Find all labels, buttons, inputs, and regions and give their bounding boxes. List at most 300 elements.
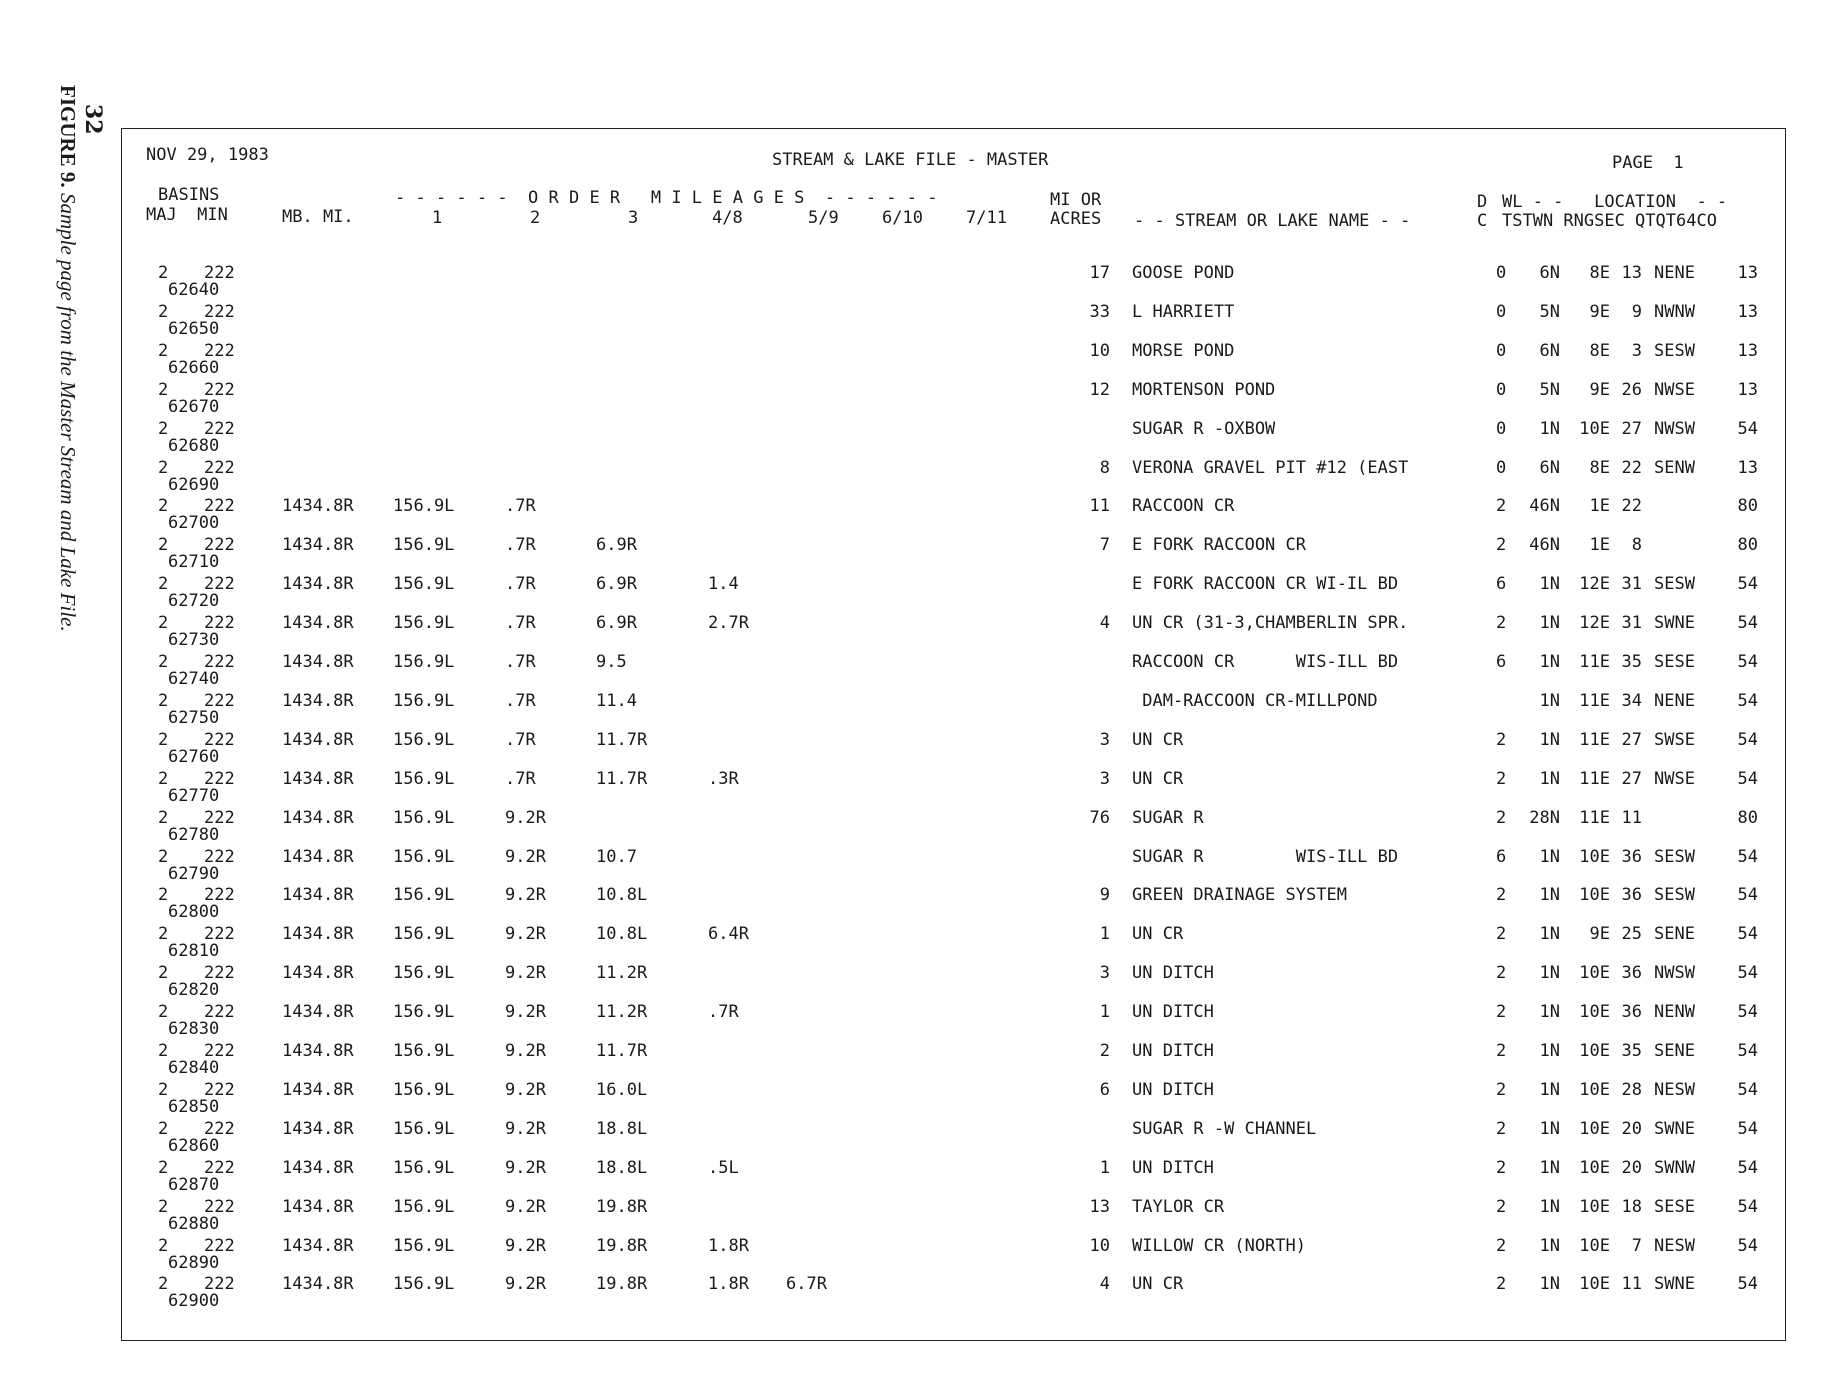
order-3-mileage: 9.5: [596, 652, 627, 672]
mb-mileage: 1434.8R: [282, 574, 354, 595]
county: 54: [1737, 846, 1758, 867]
order-1-mileage: 156.9L: [393, 496, 455, 517]
report-page: PAGE 1: [1612, 153, 1684, 173]
section: 34: [1621, 690, 1642, 711]
dc-code: 2: [1496, 496, 1507, 517]
order-2-mileage: 9.2R: [505, 1118, 546, 1139]
order-2-mileage: 9.2R: [505, 846, 546, 867]
basin-minor: 222: [204, 690, 235, 711]
header-acres: ACRES: [1050, 209, 1102, 229]
basin-minor: 222: [204, 885, 235, 906]
county: 13: [1737, 457, 1758, 478]
range: 8E: [1589, 263, 1610, 283]
township: 28N: [1529, 807, 1560, 828]
township: 1N: [1539, 1157, 1560, 1178]
township: 6N: [1539, 340, 1560, 361]
range: 10E: [1579, 963, 1610, 984]
order-48-mileage: .5L: [708, 1157, 739, 1178]
basin-minor: 222: [204, 340, 235, 361]
county: 54: [1737, 1002, 1758, 1023]
acres: 3: [1099, 729, 1110, 750]
header-basins: BASINS: [158, 185, 220, 205]
order-1-mileage: 156.9L: [393, 963, 455, 984]
order-1-mileage: 156.9L: [393, 613, 455, 634]
county: 54: [1737, 885, 1758, 906]
quarter-quarter: SESW: [1654, 846, 1695, 867]
range: 11E: [1579, 807, 1610, 828]
basin-minor: 222: [204, 301, 235, 322]
section: 36: [1621, 963, 1642, 984]
acres: 1: [1099, 1157, 1110, 1178]
basin-code: 62680: [168, 435, 220, 456]
basin-code: 62820: [168, 980, 220, 1001]
acres: 12: [1089, 379, 1110, 400]
section: 3: [1631, 340, 1642, 361]
basin-minor: 222: [204, 963, 235, 984]
county: 13: [1737, 263, 1758, 283]
stream-or-lake-name: E FORK RACCOON CR: [1132, 535, 1306, 556]
order-1-mileage: 156.9L: [393, 768, 455, 789]
basin-major: 2: [158, 924, 169, 945]
basin-minor: 222: [204, 652, 235, 672]
stream-or-lake-name: E FORK RACCOON CR WI-IL BD: [1132, 574, 1399, 595]
order-1-mileage: 156.9L: [393, 729, 455, 750]
section: 25: [1621, 924, 1642, 945]
county: 13: [1737, 340, 1758, 361]
mb-mileage: 1434.8R: [282, 1002, 354, 1023]
township: 1N: [1539, 768, 1560, 789]
header-order-48: 4/8: [712, 208, 743, 228]
acres: 17: [1089, 263, 1110, 283]
basin-minor: 222: [204, 379, 235, 400]
header-mb-mi: MB. MI.: [282, 207, 354, 227]
section: 27: [1621, 418, 1642, 439]
basin-minor: 222: [204, 1002, 235, 1023]
stream-or-lake-name: UN DITCH: [1132, 1041, 1214, 1061]
basin-code: 62840: [168, 1058, 220, 1078]
county: 54: [1737, 1274, 1758, 1295]
order-2-mileage: 9.2R: [505, 924, 546, 945]
header-order-711: 7/11: [966, 208, 1007, 228]
basin-minor: 222: [204, 1079, 235, 1100]
order-3-mileage: 18.8L: [596, 1118, 648, 1139]
range: 11E: [1579, 652, 1610, 672]
section: 26: [1621, 379, 1642, 400]
basin-major: 2: [158, 1118, 169, 1139]
header-wl-location: WL - - LOCATION - -: [1502, 192, 1728, 212]
section: 20: [1621, 1118, 1642, 1139]
basin-major: 2: [158, 885, 169, 906]
range: 11E: [1579, 729, 1610, 750]
range: 9E: [1589, 924, 1610, 945]
quarter-quarter: NWSE: [1654, 379, 1695, 400]
mb-mileage: 1434.8R: [282, 652, 354, 672]
acres: 1: [1099, 1002, 1110, 1023]
township: 1N: [1539, 885, 1560, 906]
quarter-quarter: SESE: [1654, 652, 1695, 672]
order-3-mileage: 19.8R: [596, 1235, 648, 1256]
basin-major: 2: [158, 263, 169, 283]
county: 54: [1737, 963, 1758, 984]
basin-major: 2: [158, 1196, 169, 1217]
order-48-mileage: 1.8R: [708, 1235, 749, 1256]
figure-caption: [51, 85, 85, 785]
header-stream-name: - - STREAM OR LAKE NAME - -: [1134, 211, 1411, 231]
acres: 9: [1099, 885, 1110, 906]
stream-or-lake-name: DAM-RACCOON CR-MILLPOND: [1132, 690, 1378, 711]
township: 1N: [1539, 574, 1560, 595]
basin-code: 62740: [168, 669, 220, 689]
basin-minor: 222: [204, 807, 235, 828]
order-1-mileage: 156.9L: [393, 1157, 455, 1178]
township: 1N: [1539, 1041, 1560, 1061]
stream-or-lake-name: RACCOON CR WIS-ILL BD: [1132, 652, 1399, 672]
basin-major: 2: [158, 1235, 169, 1256]
section: 36: [1621, 1002, 1642, 1023]
page-number: 32: [80, 104, 106, 135]
basin-code: 62640: [168, 280, 220, 300]
order-59-mileage: 6.7R: [786, 1274, 827, 1295]
county: 13: [1737, 379, 1758, 400]
range: 12E: [1579, 613, 1610, 634]
order-2-mileage: .7R: [505, 613, 536, 634]
stream-or-lake-name: SUGAR R: [1132, 807, 1204, 828]
order-1-mileage: 156.9L: [393, 1118, 455, 1139]
basin-major: 2: [158, 1041, 169, 1061]
county: 54: [1737, 574, 1758, 595]
county: 54: [1737, 768, 1758, 789]
stream-or-lake-name: VERONA GRAVEL PIT #12 (EAST: [1132, 457, 1409, 478]
basin-minor: 222: [204, 1157, 235, 1178]
mb-mileage: 1434.8R: [282, 807, 354, 828]
acres: 4: [1099, 613, 1110, 634]
order-1-mileage: 156.9L: [393, 1002, 455, 1023]
acres: 3: [1099, 963, 1110, 984]
basin-code: 62890: [168, 1252, 220, 1273]
township: 1N: [1539, 613, 1560, 634]
quarter-quarter: SWNW: [1654, 1157, 1695, 1178]
basin-minor: 222: [204, 1041, 235, 1061]
quarter-quarter: SWNE: [1654, 1118, 1695, 1139]
basin-minor: 222: [204, 496, 235, 517]
basin-major: 2: [158, 1274, 169, 1295]
acres: 13: [1089, 1196, 1110, 1217]
dc-code: 0: [1496, 340, 1507, 361]
mb-mileage: 1434.8R: [282, 613, 354, 634]
basin-code: 62720: [168, 591, 220, 612]
order-3-mileage: 11.7R: [596, 729, 648, 750]
dc-code: 6: [1496, 574, 1507, 595]
section: 27: [1621, 729, 1642, 750]
basin-major: 2: [158, 418, 169, 439]
county: 80: [1737, 496, 1758, 517]
section: 11: [1621, 807, 1642, 828]
basin-code: 62750: [168, 707, 220, 728]
quarter-quarter: NENE: [1654, 690, 1695, 711]
section: 18: [1621, 1196, 1642, 1217]
order-3-mileage: 16.0L: [596, 1079, 648, 1100]
basin-code: 62870: [168, 1174, 220, 1195]
acres: 1: [1099, 924, 1110, 945]
range: 10E: [1579, 1157, 1610, 1178]
township: 46N: [1529, 496, 1560, 517]
order-2-mileage: .7R: [505, 768, 536, 789]
township: 1N: [1539, 963, 1560, 984]
acres: 76: [1089, 807, 1110, 828]
order-2-mileage: .7R: [505, 690, 536, 711]
township: 1N: [1539, 418, 1560, 439]
stream-or-lake-name: GOOSE POND: [1132, 263, 1235, 283]
range: 9E: [1589, 301, 1610, 322]
stream-or-lake-name: TAYLOR CR: [1132, 1196, 1225, 1217]
quarter-quarter: NESW: [1654, 1079, 1695, 1100]
dc-code: 2: [1496, 1157, 1507, 1178]
order-48-mileage: .7R: [708, 1002, 739, 1023]
acres: 2: [1099, 1041, 1110, 1061]
stream-or-lake-name: UN CR: [1132, 729, 1184, 750]
header-mi-or: MI OR: [1050, 190, 1102, 210]
quarter-quarter: SESW: [1654, 340, 1695, 361]
basin-major: 2: [158, 340, 169, 361]
order-1-mileage: 156.9L: [393, 807, 455, 828]
dc-code: 2: [1496, 885, 1507, 906]
mb-mileage: 1434.8R: [282, 1235, 354, 1256]
section: 11: [1621, 1274, 1642, 1295]
range: 10E: [1579, 846, 1610, 867]
basin-major: 2: [158, 1157, 169, 1178]
county: 54: [1737, 1079, 1758, 1100]
basin-code: 62780: [168, 824, 220, 845]
county: 54: [1737, 652, 1758, 672]
order-2-mileage: 9.2R: [505, 963, 546, 984]
quarter-quarter: SENE: [1654, 924, 1695, 945]
order-1-mileage: 156.9L: [393, 535, 455, 556]
stream-or-lake-name: MORSE POND: [1132, 340, 1235, 361]
order-48-mileage: 1.4: [708, 574, 739, 595]
basin-minor: 222: [204, 574, 235, 595]
section: 9: [1631, 301, 1642, 322]
stream-or-lake-name: L HARRIETT: [1132, 301, 1235, 322]
stream-or-lake-name: UN CR (31-3,CHAMBERLIN SPR.: [1132, 613, 1409, 634]
acres: 3: [1099, 768, 1110, 789]
mb-mileage: 1434.8R: [282, 924, 354, 945]
order-1-mileage: 156.9L: [393, 1041, 455, 1061]
order-3-mileage: 11.7R: [596, 768, 648, 789]
basin-minor: 222: [204, 729, 235, 750]
order-2-mileage: .7R: [505, 496, 536, 517]
mb-mileage: 1434.8R: [282, 846, 354, 867]
stream-or-lake-name: RACCOON CR: [1132, 496, 1235, 517]
basin-code: 62660: [168, 357, 220, 378]
order-2-mileage: .7R: [505, 535, 536, 556]
dc-code: 2: [1496, 1118, 1507, 1139]
range: 10E: [1579, 1196, 1610, 1217]
quarter-quarter: SWNE: [1654, 1274, 1695, 1295]
county: 54: [1737, 1196, 1758, 1217]
range: 8E: [1589, 457, 1610, 478]
county: 13: [1737, 301, 1758, 322]
section: 31: [1621, 574, 1642, 595]
county: 54: [1737, 924, 1758, 945]
dc-code: 2: [1496, 1274, 1507, 1295]
section: 36: [1621, 846, 1642, 867]
county: 54: [1737, 613, 1758, 634]
header-location-columns: TSTWN RNGSEC QTQT64CO: [1502, 211, 1717, 231]
range: 11E: [1579, 768, 1610, 789]
order-3-mileage: 6.9R: [596, 574, 637, 595]
range: 9E: [1589, 379, 1610, 400]
basin-major: 2: [158, 846, 169, 867]
section: 22: [1621, 496, 1642, 517]
order-2-mileage: 9.2R: [505, 885, 546, 906]
order-2-mileage: 9.2R: [505, 1157, 546, 1178]
order-3-mileage: 11.7R: [596, 1041, 648, 1061]
dc-code: 2: [1496, 963, 1507, 984]
dc-code: 0: [1496, 379, 1507, 400]
section: 7: [1631, 1235, 1642, 1256]
township: 1N: [1539, 924, 1560, 945]
basin-code: 62710: [168, 552, 220, 573]
mb-mileage: 1434.8R: [282, 729, 354, 750]
range: 10E: [1579, 1235, 1610, 1256]
section: 27: [1621, 768, 1642, 789]
basin-code: 62790: [168, 863, 220, 884]
range: 10E: [1579, 418, 1610, 439]
figure-caption-text: Sample page from the Master Stream and Lake File.: [56, 192, 80, 632]
basin-code: 62900: [168, 1291, 220, 1312]
order-1-mileage: 156.9L: [393, 1235, 455, 1256]
township: 1N: [1539, 1118, 1560, 1139]
quarter-quarter: SWSE: [1654, 729, 1695, 750]
dc-code: 2: [1496, 1079, 1507, 1100]
basin-major: 2: [158, 1002, 169, 1023]
order-2-mileage: .7R: [505, 729, 536, 750]
order-3-mileage: 19.8R: [596, 1196, 648, 1217]
township: 6N: [1539, 457, 1560, 478]
section: 8: [1631, 535, 1642, 556]
range: 10E: [1579, 1041, 1610, 1061]
order-3-mileage: 10.8L: [596, 924, 648, 945]
stream-or-lake-name: UN CR: [1132, 1274, 1184, 1295]
mb-mileage: 1434.8R: [282, 768, 354, 789]
header-order-3: 3: [628, 208, 639, 228]
section: 13: [1621, 263, 1642, 283]
acres: 10: [1089, 1235, 1110, 1256]
order-3-mileage: 18.8L: [596, 1157, 648, 1178]
stream-or-lake-name: UN DITCH: [1132, 963, 1214, 984]
section: 22: [1621, 457, 1642, 478]
report-date: NOV 29, 1983: [146, 145, 269, 165]
order-2-mileage: .7R: [505, 574, 536, 595]
stream-or-lake-name: MORTENSON POND: [1132, 379, 1276, 400]
acres: 33: [1089, 301, 1110, 322]
township: 1N: [1539, 652, 1560, 672]
quarter-quarter: NESW: [1654, 1235, 1695, 1256]
header-order-59: 5/9: [808, 208, 839, 228]
basin-minor: 222: [204, 535, 235, 556]
range: 1E: [1589, 496, 1610, 517]
order-2-mileage: .7R: [505, 652, 536, 672]
township: 46N: [1529, 535, 1560, 556]
county: 54: [1737, 1118, 1758, 1139]
order-48-mileage: 2.7R: [708, 613, 749, 634]
basin-minor: 222: [204, 1274, 235, 1295]
basin-minor: 222: [204, 924, 235, 945]
section: 20: [1621, 1157, 1642, 1178]
order-2-mileage: 9.2R: [505, 1002, 546, 1023]
order-48-mileage: 1.8R: [708, 1274, 749, 1295]
order-2-mileage: 9.2R: [505, 807, 546, 828]
header-d: D: [1477, 192, 1488, 212]
county: 54: [1737, 729, 1758, 750]
basin-code: 62850: [168, 1096, 220, 1117]
quarter-quarter: SESW: [1654, 885, 1695, 906]
quarter-quarter: NWSE: [1654, 768, 1695, 789]
basin-major: 2: [158, 379, 169, 400]
dc-code: 6: [1496, 846, 1507, 867]
basin-major: 2: [158, 690, 169, 711]
order-1-mileage: 156.9L: [393, 652, 455, 672]
range: 1E: [1589, 535, 1610, 556]
order-1-mileage: 156.9L: [393, 574, 455, 595]
order-1-mileage: 156.9L: [393, 1196, 455, 1217]
mb-mileage: 1434.8R: [282, 1157, 354, 1178]
acres: 6: [1099, 1079, 1110, 1100]
section: 36: [1621, 885, 1642, 906]
mb-mileage: 1434.8R: [282, 963, 354, 984]
mb-mileage: 1434.8R: [282, 1274, 354, 1295]
stream-or-lake-name: GREEN DRAINAGE SYSTEM: [1132, 885, 1347, 906]
basin-major: 2: [158, 613, 169, 634]
basin-code: 62690: [168, 474, 220, 495]
order-2-mileage: 9.2R: [505, 1041, 546, 1061]
basin-code: 62880: [168, 1213, 220, 1234]
county: 54: [1737, 1041, 1758, 1061]
mb-mileage: 1434.8R: [282, 1041, 354, 1061]
basin-minor: 222: [204, 846, 235, 867]
basin-minor: 222: [204, 1196, 235, 1217]
order-3-mileage: 6.9R: [596, 535, 637, 556]
basin-major: 2: [158, 301, 169, 322]
dc-code: 2: [1496, 729, 1507, 750]
quarter-quarter: NWNW: [1654, 301, 1695, 322]
quarter-quarter: NWSW: [1654, 418, 1695, 439]
header-c: C: [1477, 211, 1488, 231]
basin-major: 2: [158, 496, 169, 517]
county: 54: [1737, 1235, 1758, 1256]
range: 8E: [1589, 340, 1610, 361]
report-title: STREAM & LAKE FILE - MASTER: [772, 150, 1049, 170]
dc-code: 0: [1496, 263, 1507, 283]
township: 6N: [1539, 263, 1560, 283]
county: 80: [1737, 807, 1758, 828]
basin-code: 62730: [168, 630, 220, 651]
township: 1N: [1539, 1235, 1560, 1256]
quarter-quarter: SENE: [1654, 1041, 1695, 1061]
basin-major: 2: [158, 535, 169, 556]
order-1-mileage: 156.9L: [393, 846, 455, 867]
basin-code: 62810: [168, 941, 220, 962]
order-2-mileage: 9.2R: [505, 1235, 546, 1256]
stream-or-lake-name: WILLOW CR (NORTH): [1132, 1235, 1306, 1256]
dc-code: 0: [1496, 418, 1507, 439]
header-order-610: 6/10: [882, 208, 923, 228]
basin-minor: 222: [204, 1235, 235, 1256]
order-48-mileage: 6.4R: [708, 924, 749, 945]
township: 1N: [1539, 846, 1560, 867]
header-order-mileages: - - - - - - O R D E R M I L E A G E S - - - - - -: [395, 188, 938, 208]
order-48-mileage: .3R: [708, 768, 739, 789]
